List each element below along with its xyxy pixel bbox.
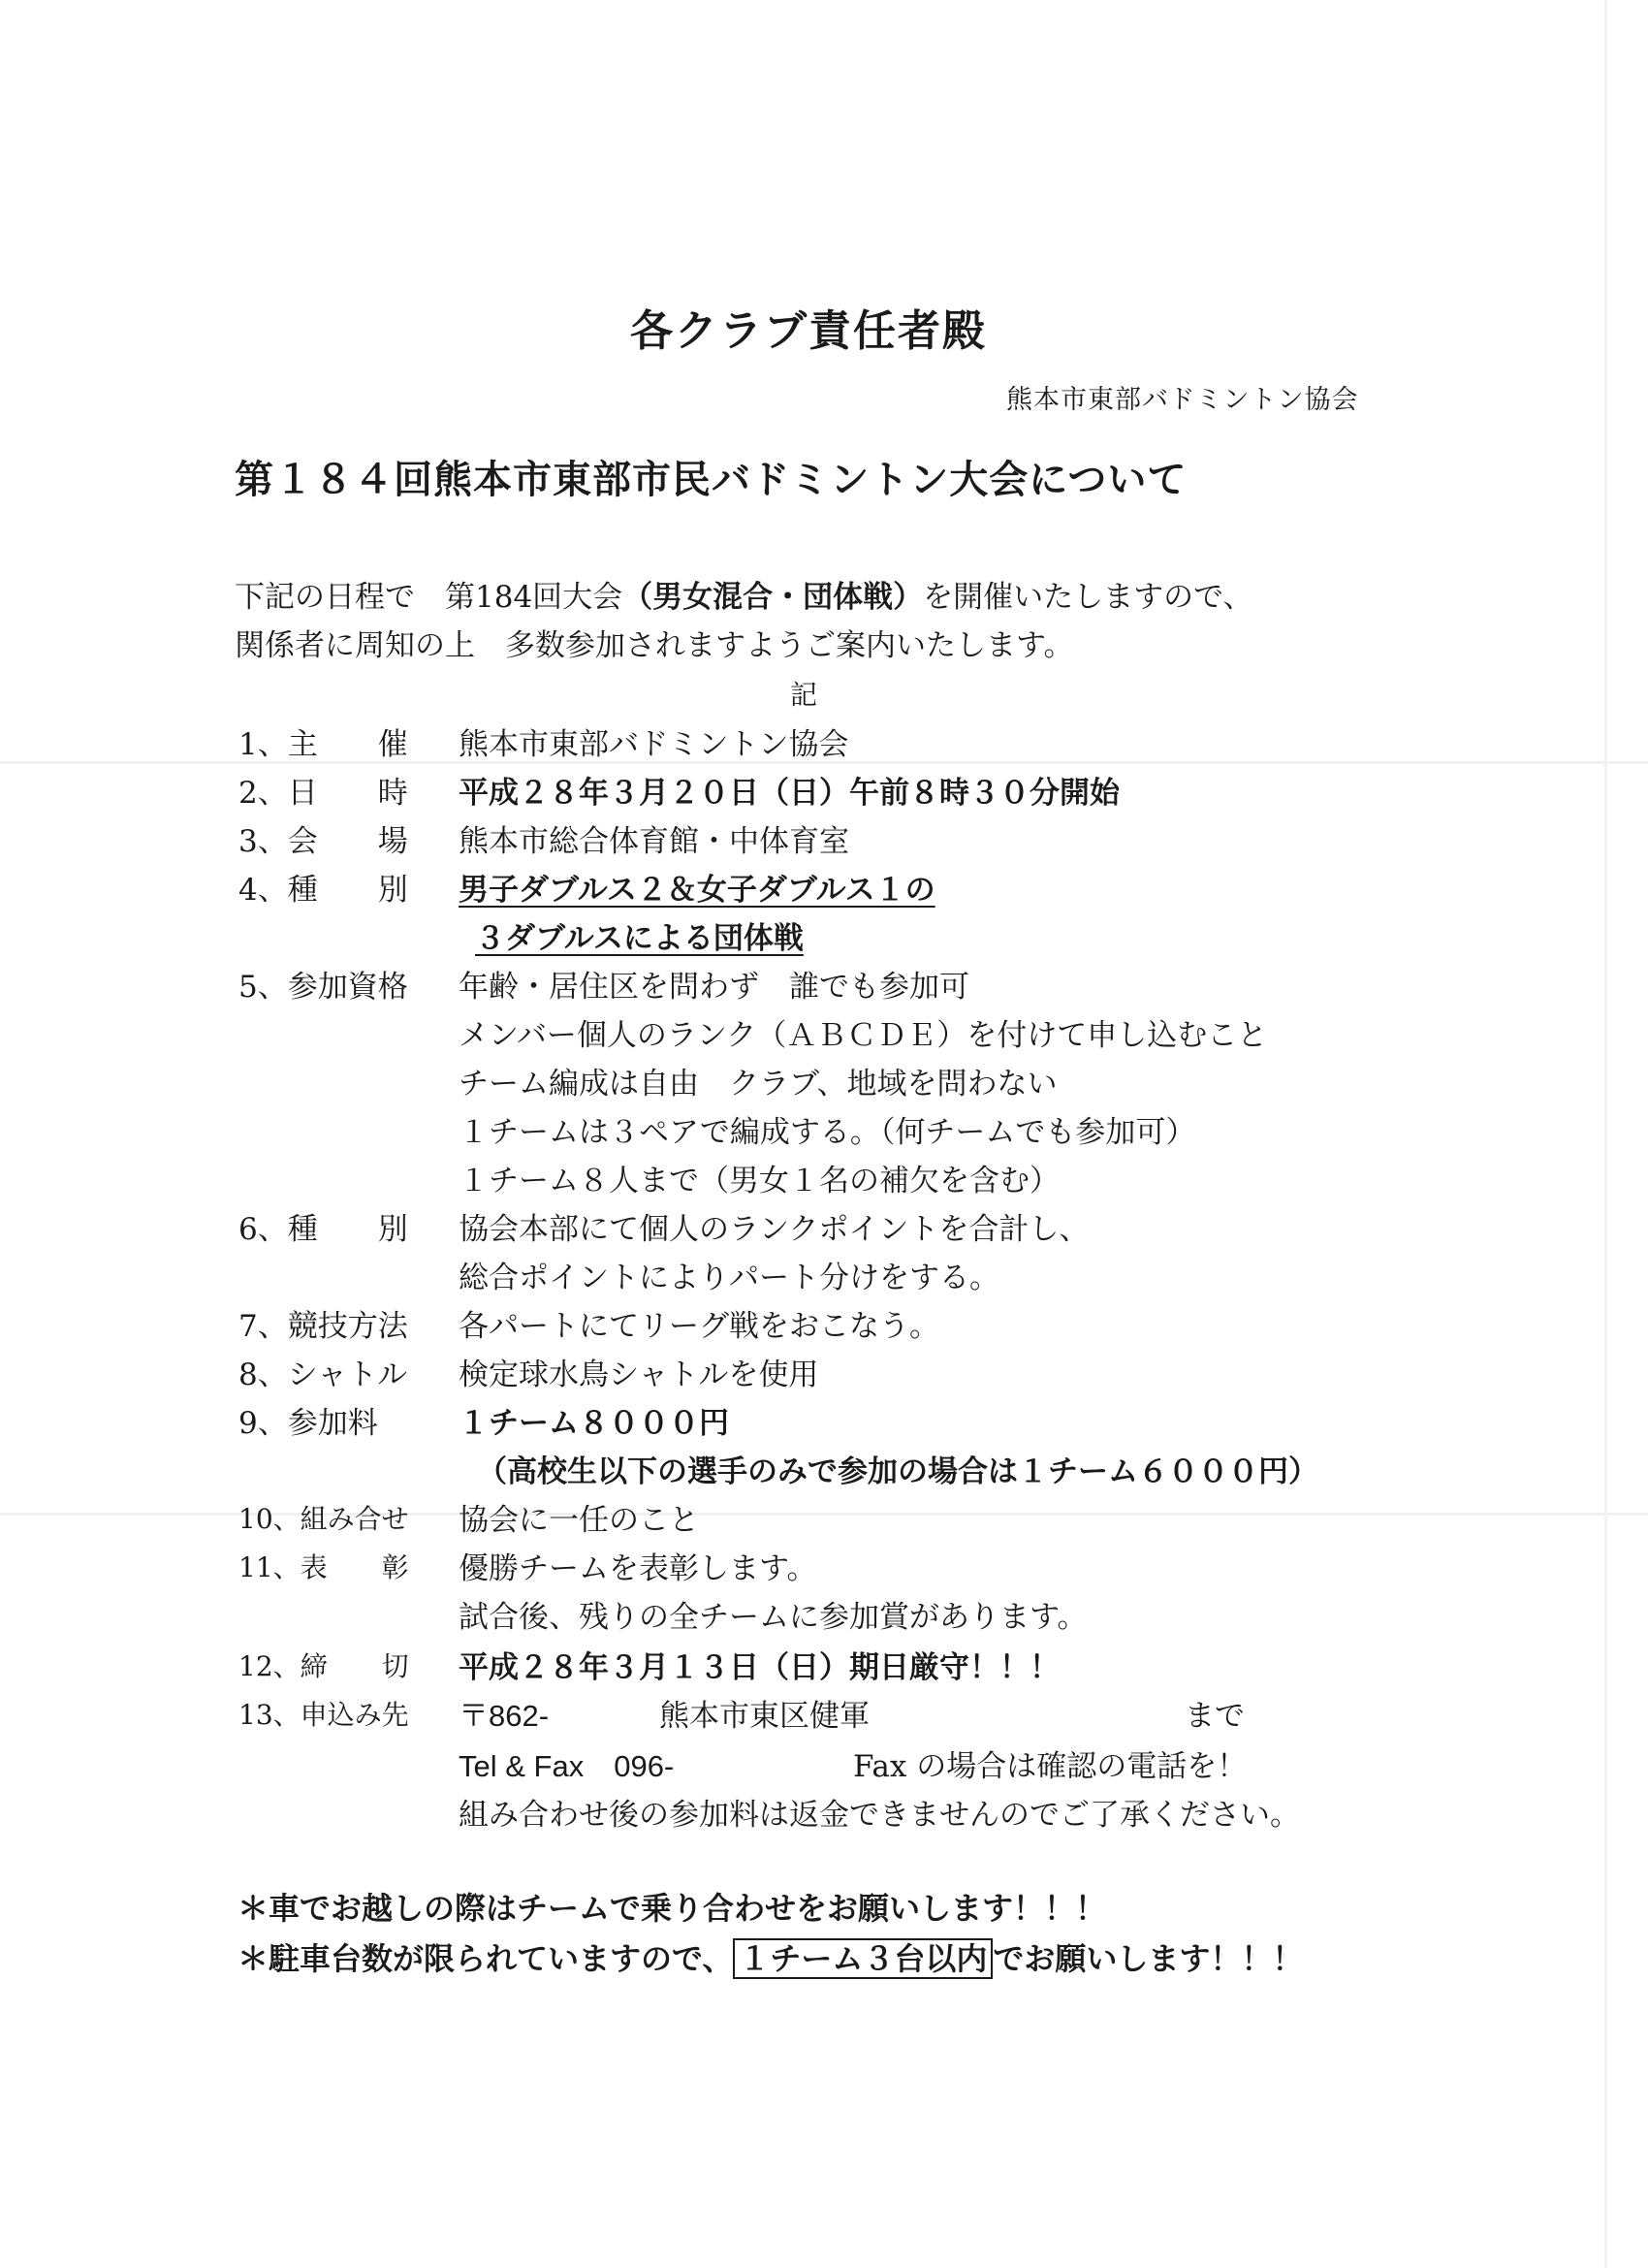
item-label-datetime: 2、日 時 [238, 776, 408, 811]
item-value-draw: 協会に一任のこと [459, 1503, 699, 1538]
address-suffix: まで [1185, 1699, 1245, 1734]
application-address: 熊本市東区健軍 [659, 1699, 870, 1734]
document-title: 第１８４回熊本市東部市民バドミントン大会について [235, 457, 1188, 502]
item-label-eligibility: 5、参加資格 [238, 970, 408, 1005]
item-label-category: 4、種 別 [238, 873, 408, 908]
item-label-division: 6、種 別 [238, 1212, 408, 1247]
item-value-division-2: 総合ポイントによりパート分けをする。 [459, 1261, 999, 1295]
item-label-deadline: 12、締 切 [238, 1650, 409, 1682]
item-label-format: 7、競技方法 [238, 1309, 408, 1344]
item-value-category-2: ３ダブルスによる団体戦 [475, 921, 804, 956]
parking-note [238, 1934, 1303, 1979]
fax-note: Fax の場合は確認の電話を！ [853, 1749, 1248, 1784]
item-value-shuttle: 検定球水鳥シャトルを使用 [459, 1358, 819, 1392]
organization-name: 熊本市東部バドミントン協会 [1006, 385, 1359, 415]
intro-text: 下記の日程で 第184回大会 [235, 580, 623, 615]
item-value-category-1: 男子ダブルス２＆女子ダブルス１の [459, 873, 935, 908]
item-value-fee: １チーム８０００円 [459, 1406, 729, 1441]
item-value-eligibility-1: 年齢・居住区を問わず 誰でも参加可 [459, 970, 969, 1005]
item-value-fee-note: （高校生以下の選手のみで参加の場合は１チーム６０００円） [477, 1454, 1318, 1489]
item-value-venue: 熊本市総合体育館・中体育室 [459, 824, 849, 859]
intro-text: を開催いたしますので、 [923, 580, 1253, 615]
parking-note-text: ＊駐車台数が限られていますので、 [238, 1940, 734, 1977]
item-label-awards: 11、表 彰 [238, 1551, 409, 1583]
item-label-fee: 9、参加料 [238, 1406, 378, 1441]
intro-emphasis: （男女混合・団体戦） [622, 580, 924, 615]
refund-note: 組み合わせ後の参加料は返金できませんのでご了承ください。 [459, 1798, 1300, 1833]
item-value-awards-2: 試合後、残りの全チームに参加賞があります。 [459, 1600, 1088, 1635]
item-label-application: 13、申込み先 [238, 1699, 409, 1731]
item-value-datetime: 平成２８年３月２０日（日）午前８時３０分開始 [459, 776, 1120, 811]
addressee-heading: 各クラブ責任者殿 [630, 306, 987, 356]
parking-limit-box: １チーム３台以内 [733, 1938, 993, 1979]
intro-line-2: 関係者に周知の上 多数参加されますようご案内いたします。 [235, 628, 1074, 663]
item-label-shuttle: 8、シャトル [238, 1358, 408, 1392]
item-value-eligibility-2: メンバー個人のランク（ＡＢＣＤＥ）を付けて申し込むこと [459, 1018, 1268, 1053]
item-value-eligibility-5: １チーム８人まで（男女１名の補欠を含む） [459, 1164, 1060, 1198]
tel-fax-number: Tel & Fax 096- [459, 1749, 675, 1783]
parking-note-text: でお願いします！！！ [993, 1940, 1304, 1977]
item-value-eligibility-3: チーム編成は自由 クラブ、地域を問わない [459, 1067, 1058, 1102]
item-value-division-1: 協会本部にて個人のランクポイントを合計し、 [459, 1212, 1090, 1247]
postal-code: 〒862- [459, 1699, 550, 1733]
item-label-draw: 10、組み合せ [238, 1503, 409, 1535]
intro-line-1 [235, 572, 1253, 616]
item-value-deadline: 平成２８年３月１３日（日）期日厳守！！！ [459, 1650, 1060, 1685]
item-label-organizer: 1、主 催 [238, 727, 408, 762]
scan-fold-line [1604, 0, 1607, 2268]
item-label-venue: 3、会 場 [238, 824, 408, 859]
item-value-eligibility-4: １チームは３ペアで編成する。（何チームでも参加可） [459, 1115, 1196, 1150]
carpool-note: ＊車でお越しの際はチームで乗り合わせをお願いします！！！ [238, 1890, 1107, 1927]
item-value-organizer: 熊本市東部バドミントン協会 [459, 727, 849, 762]
ki-marker: 記 [790, 679, 818, 711]
item-value-awards-1: 優勝チームを表彰します。 [459, 1551, 817, 1586]
item-value-format: 各パートにてリーグ戦をおこなう。 [459, 1309, 939, 1344]
